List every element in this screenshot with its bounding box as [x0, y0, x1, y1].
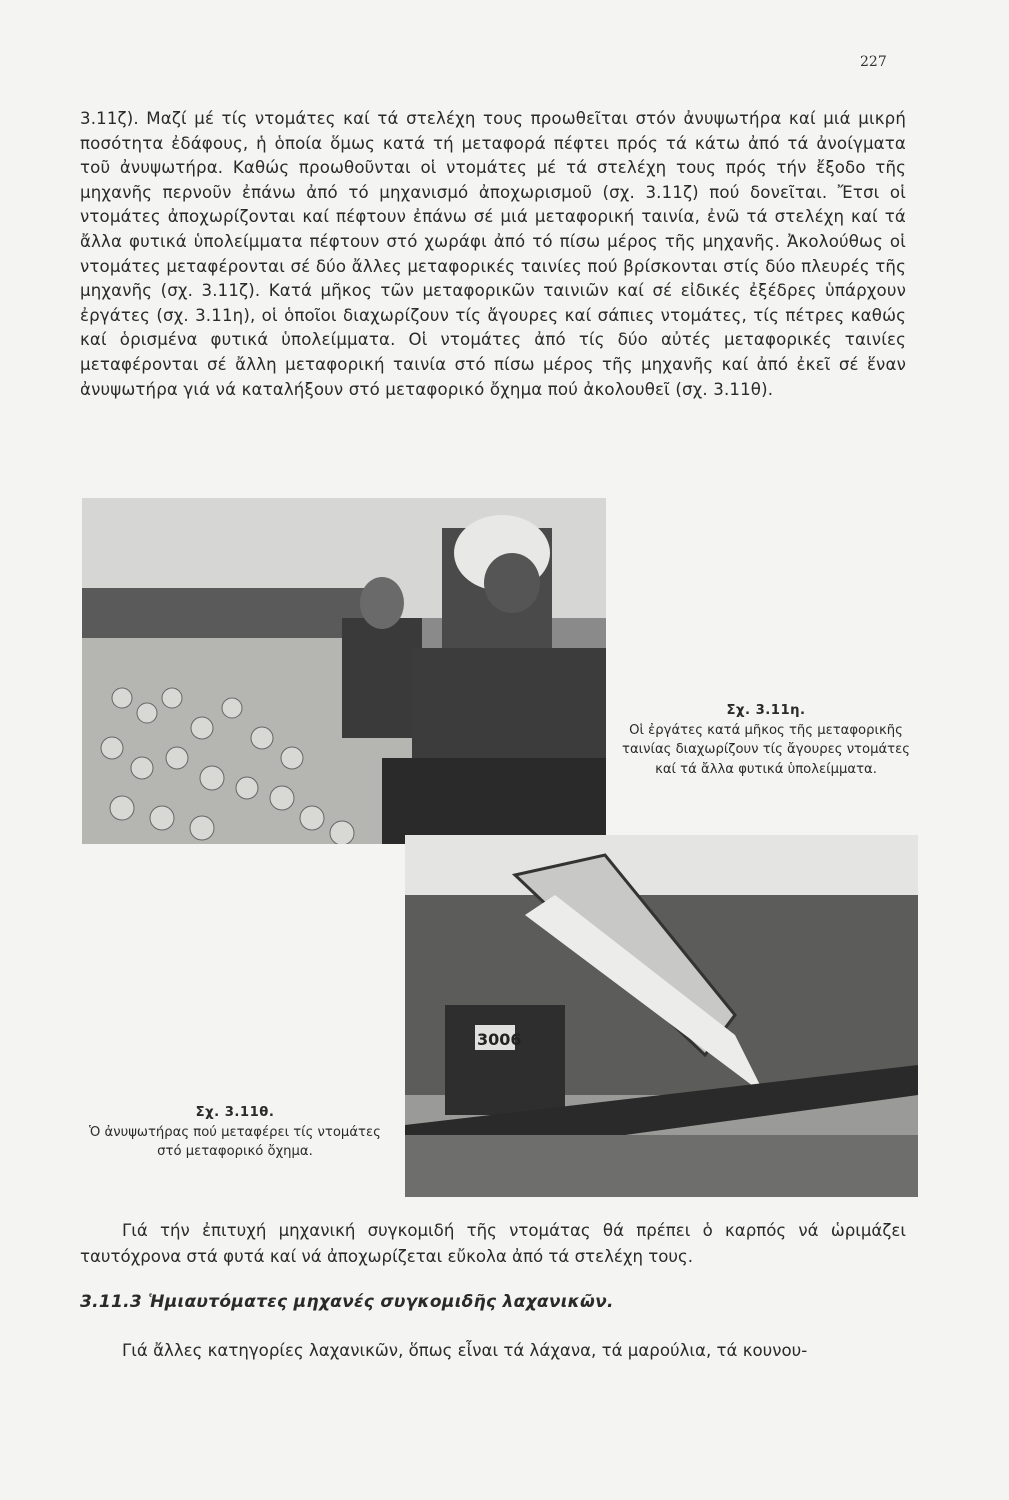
tomato-elevator-photo — [405, 835, 918, 1197]
harvest-paragraph: Γιά τήν ἐπιτυχή μηχανική συγκομιδή τῆς ντομάτας θά πρέπει ὁ καρπός νά ὡριμάζει ταυτόχρονα στά φυτά καί νά ἀποχωρίζεται εὔκολα ἀπό τά στελέχη τους. — [80, 1221, 906, 1266]
figure-caption-3-11h — [620, 701, 912, 779]
figure-label: Σχ. 3.11η. — [726, 703, 806, 718]
figure-caption-3-11th — [80, 1103, 390, 1162]
figure-label: Σχ. 3.11θ. — [195, 1105, 275, 1120]
figure-caption-text: Οἱ ἐργάτες κατά μῆκος τῆς μεταφορικῆς ταινίας διαχωρίζουν τίς ἄγουρες ντομάτες καί τά ἄλλα φυτικά ὑπολείμματα. — [622, 722, 910, 777]
section-heading: 3.11.3 Ἡμιαυτόματες μηχανές συγκομιδῆς λαχανικῶν. — [80, 1292, 614, 1312]
vehicle-sign-text: 3006 — [477, 1030, 522, 1049]
intro-paragraph: 3.11ζ). Μαζί μέ τίς ντομάτες καί τά στελέχη τους προωθεῖται στόν ἀνυψωτήρα καί μιά μικρή ποσότητα ἐδάφους, ἡ ὁποία ὅμως κατά τή μεταφορά πέφτει πρός τά κάτω ἀπό τά ἀνοίγματα τοῦ ἀνυψωτήρα. Καθώς προωθοῦνται οἱ ντομάτες μέ τά στελέχη τους πρός τήν ἔξοδο τῆς μηχανῆς περνοῦν ἐπάνω ἀπό τό μηχανισμό ἀποχωρισμοῦ (σχ. 3.11ζ) πού δονεῖται. Ἔτσι οἱ ντομάτες ἀποχωρίζονται καί πέφτουν ἐπάνω σέ μιά μεταφορική ταινία, ἐνῶ τά στελέχη καί τά ἄλλα φυτικά ὑπολείμματα πέφτουν στό χωράφι ἀπό τό πίσω μέρος τῆς μηχανῆς. Ἀκολούθως οἱ ντομάτες μεταφέρονται σέ δύο ἄλλες μεταφορικές ταινίες πού βρίσκονται στίς δύο πλευρές τῆς μηχανῆς (σχ. 3.11ζ). Κατά μῆκος τῶν μεταφορικῶν ταινιῶν καί σέ εἰδικές ἐξέδρες ὑπάρχουν ἐργάτες (σχ. 3.11η), οἱ ὁποῖοι διαχωρίζουν τίς ἄγουρες καί σάπιες ντομάτες, τίς πέτρες καθώς καί ὁρισμένα φυτικά ὑπολείμματα. Οἱ ντομάτες ἀπό τίς δύο αὐτές μεταφορικές ταινίες μεταφέρονται σέ ἄλλη μεταφορική ταινία στό πίσω μέρος τῆς μηχανῆς καί ἀπό ἐκεῖ σέ ἕναν ἀνυψωτήρα γιά νά καταλήξουν στό μεταφορικό ὄχημα πού ἀκολουθεῖ (σχ. 3.11θ). — [80, 109, 906, 399]
page-number: 227 — [860, 54, 887, 70]
vegetables-paragraph: Γιά ἄλλες κατηγορίες λαχανικῶν, ὅπως εἶναι τά λάχανα, τά μαρούλια, τά κουνου- — [122, 1341, 808, 1360]
workers-sorting-photo — [82, 498, 606, 844]
figure-caption-text: Ὁ ἀνυψωτήρας πού μεταφέρει τίς ντομάτες στό μεταφορικό ὄχημα. — [89, 1124, 381, 1159]
